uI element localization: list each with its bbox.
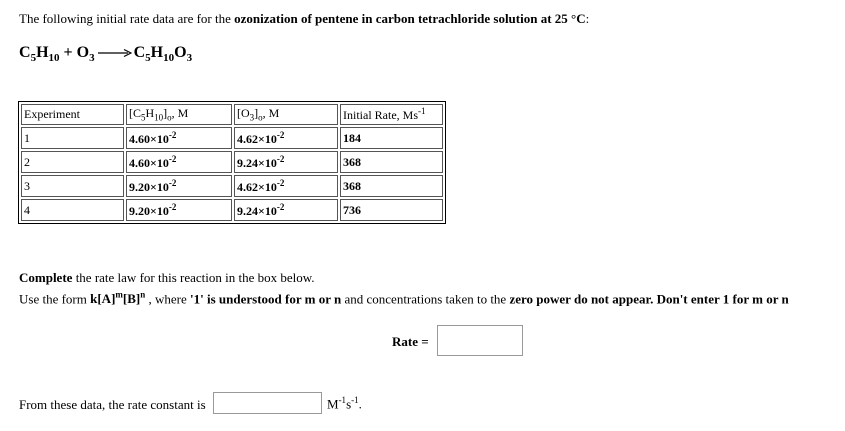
- table-row: [21, 175, 443, 197]
- cell-o3: $9.24\times 10^{-2}$: [234, 199, 338, 221]
- header-experiment: Experiment: [21, 104, 124, 125]
- cell-experiment: 2: [21, 151, 124, 173]
- rate-law-form: $k[A]^m[B]^n$: [90, 290, 146, 307]
- table-row: [21, 151, 443, 173]
- rate-constant-label: From these data, the rate constant is: [19, 397, 206, 412]
- intro-text: The following initial rate data are for the ozonization of pentene in carbon tetrachloride solution at 25 °C:: [19, 11, 590, 26]
- header-o3-conc: $[O_3]_o$, M: [234, 104, 338, 125]
- cell-o3: $4.62\times 10^{-2}$: [234, 127, 338, 149]
- cell-rate: 184: [340, 127, 443, 149]
- cell-rate: 736: [340, 199, 443, 221]
- form-instruction: Use the form $k[A]^m[B]^n$ , where '1' is understood for m or n and concentrations taken to the zero power do not appear. Don't enter 1 for m or n: [19, 290, 789, 307]
- rate-constant-input[interactable]: [213, 392, 322, 414]
- cell-c5h10: $9.20\times 10^{-2}$: [126, 175, 232, 197]
- cell-o3: $4.62\times 10^{-2}$: [234, 175, 338, 197]
- header-c5h10-conc: $[C_5H_{10}]_o$, M: [126, 104, 232, 125]
- cell-c5h10: $9.20\times 10^{-2}$: [126, 199, 232, 221]
- cell-c5h10: $4.60\times 10^{-2}$: [126, 127, 232, 149]
- cell-experiment: 4: [21, 199, 124, 221]
- table-row: [21, 199, 443, 221]
- header-initial-rate: Initial Rate, $Ms^{-1}$: [340, 104, 443, 125]
- reaction-equation: $C_5H_{10} + O_3$ $C_5H_{10}O_3$: [19, 44, 193, 65]
- rate-label: Rate =: [392, 334, 429, 349]
- cell-experiment: 3: [21, 175, 124, 197]
- cell-c5h10: $4.60\times 10^{-2}$: [126, 151, 232, 173]
- intro-emphasis: ozonization of pentene in carbon tetrachloride solution at 25 °C: [234, 11, 586, 26]
- cell-rate: 368: [340, 151, 443, 173]
- reaction-arrow-icon: [98, 48, 132, 58]
- table-header-row: [21, 104, 443, 125]
- table-row: [21, 127, 443, 149]
- cell-experiment: 1: [21, 127, 124, 149]
- rate-law-input[interactable]: [437, 325, 523, 356]
- cell-rate: 368: [340, 175, 443, 197]
- cell-o3: $9.24\times 10^{-2}$: [234, 151, 338, 173]
- rate-data-table: [18, 101, 446, 224]
- rate-constant-units: $M^{-1}s^{-1}$.: [327, 395, 362, 412]
- complete-instruction: Complete the rate law for this reaction in the box below.: [19, 270, 315, 285]
